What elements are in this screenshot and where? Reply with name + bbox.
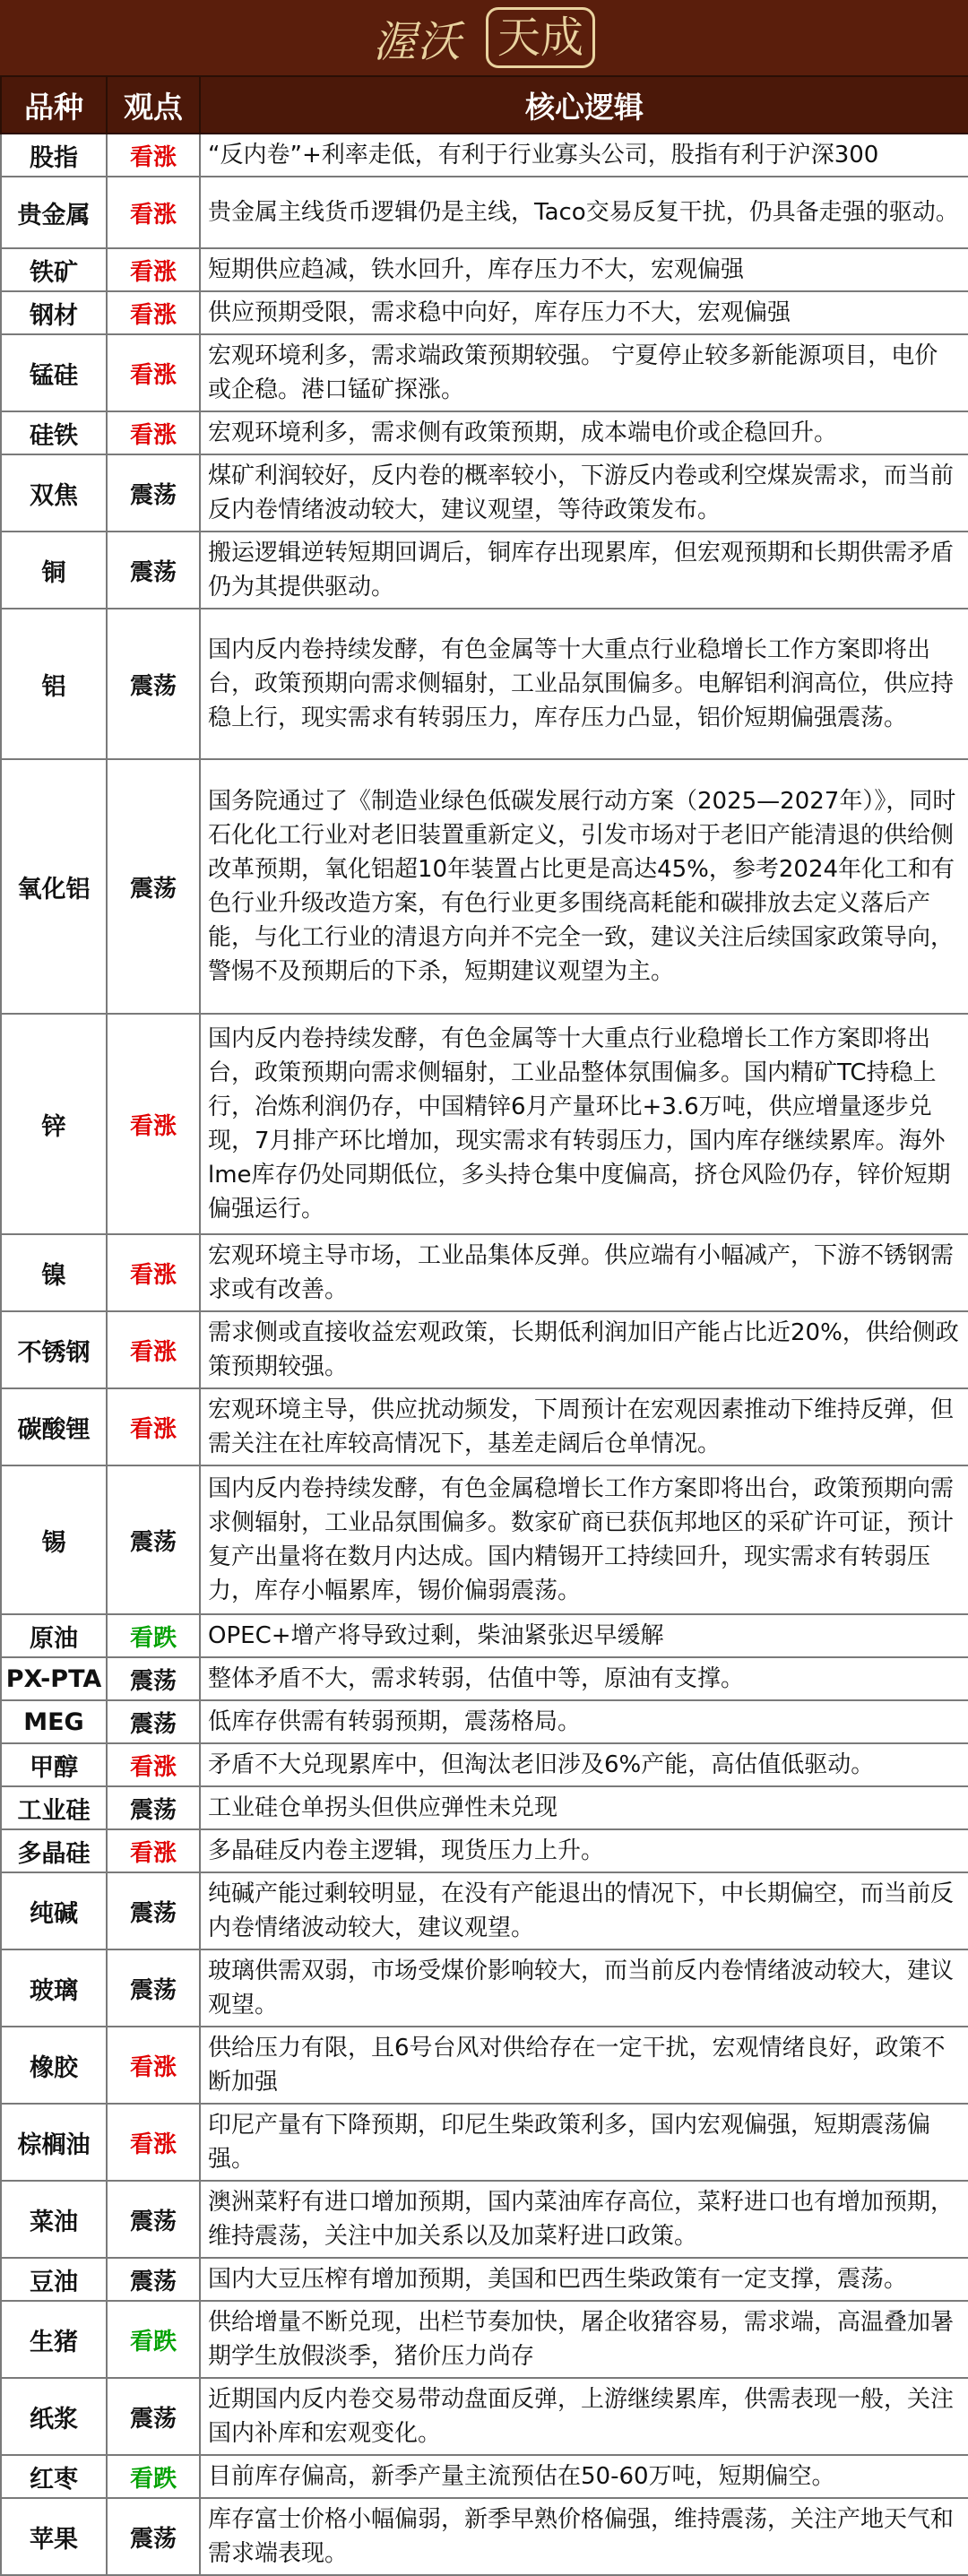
table-row xyxy=(1,1234,968,1311)
view-badge: 震荡 xyxy=(107,454,200,532)
view-badge: 震荡 xyxy=(107,1949,200,2027)
core-logic-text: 国内反内卷持续发酵，有色金属稳增长工作方案即将出台，政策预期向需求侧辐射，工业品氛围偏多。数家矿商已获佤邦地区的采矿许可证，预计复产出量将在数月内达成。国内精锡开工持续回升，现实需求有转弱压力，库存小幅累库，锡价偏弱震荡。 xyxy=(200,1465,968,1614)
core-logic-text: 国内反内卷持续发酵，有色金属等十大重点行业稳增长工作方案即将出台，政策预期向需求侧辐射，工业品氛围偏多。电解铝利润高位，供应持稳上行，现实需求有转弱压力，库存压力凸显，铝价短期偏强震荡。 xyxy=(200,609,968,759)
variety-name: 锰硅 xyxy=(1,334,107,411)
view-badge: 震荡 xyxy=(107,1872,200,1949)
table-row xyxy=(1,134,968,177)
view-badge: 看涨 xyxy=(107,1311,200,1388)
variety-name: 工业硅 xyxy=(1,1786,107,1829)
table-row xyxy=(1,1786,968,1829)
table-row xyxy=(1,1829,968,1872)
core-logic-text: OPEC+增产将导致过剩，柴油紧张迟早缓解 xyxy=(200,1614,968,1657)
variety-name: 铜 xyxy=(1,532,107,609)
core-logic-text: 供给增量不断兑现，出栏节奏加快，屠企收猪容易，需求端，高温叠加暑期学生放假淡季，猪价压力尚存 xyxy=(200,2301,968,2378)
column-header-logic: 核心逻辑 xyxy=(200,76,968,134)
core-logic-text: 印尼产量有下降预期，印尼生柴政策利多，国内宏观偏强，短期震荡偏强。 xyxy=(200,2104,968,2181)
core-logic-text: 低库存供需有转弱预期，震荡格局。 xyxy=(200,1700,968,1743)
core-logic-text: 整体矛盾不大，需求转弱，估值中等，原油有支撑。 xyxy=(200,1657,968,1700)
variety-name: 生猪 xyxy=(1,2301,107,2378)
column-header-view: 观点 xyxy=(107,76,200,134)
view-badge: 震荡 xyxy=(107,1786,200,1829)
core-logic-text: 工业硅仓单拐头但供应弹性未兑现 xyxy=(200,1786,968,1829)
view-badge: 看涨 xyxy=(107,334,200,411)
variety-name: MEG xyxy=(1,1700,107,1743)
variety-name: 红枣 xyxy=(1,2455,107,2498)
core-logic-text: 多晶硅反内卷主逻辑，现货压力上升。 xyxy=(200,1829,968,1872)
table-row xyxy=(1,248,968,291)
core-logic-text: 国内反内卷持续发酵，有色金属等十大重点行业稳增长工作方案即将出台，政策预期向需求侧辐射，工业品整体氛围偏多。国内精矿TC持稳上行，冶炼利润仍存，中国精锌6月产量环比+3.6万吨，供应增量逐步兑现，7月排产环比增加，现实需求有转弱压力，国内库存继续累库。海外lme库存仍处同期低位，多头持仓集中度偏高，挤仓风险仍存，锌价短期偏强运行。 xyxy=(200,1014,968,1234)
variety-name: 纸浆 xyxy=(1,2378,107,2455)
futures-outlook-table xyxy=(0,75,968,2576)
core-logic-text: 目前库存偏高，新季产量主流预估在50-60万吨，短期偏空。 xyxy=(200,2455,968,2498)
variety-name: 股指 xyxy=(1,134,107,177)
table-row xyxy=(1,1014,968,1234)
brand-logo xyxy=(373,7,595,69)
view-badge: 震荡 xyxy=(107,532,200,609)
table-row xyxy=(1,1657,968,1700)
core-logic-text: 矛盾不大兑现累库中，但淘汰老旧涉及6%产能，高估值低驱动。 xyxy=(200,1743,968,1786)
core-logic-text: 供应预期受限，需求稳中向好，库存压力不大，宏观偏强 xyxy=(200,291,968,334)
variety-name: 不锈钢 xyxy=(1,1311,107,1388)
core-logic-text: 供给压力有限，且6号台风对供给存在一定干扰，宏观情绪良好，政策不断加强 xyxy=(200,2027,968,2104)
view-badge: 震荡 xyxy=(107,2378,200,2455)
variety-name: 双焦 xyxy=(1,454,107,532)
table-row xyxy=(1,532,968,609)
table-row xyxy=(1,291,968,334)
header-banner xyxy=(0,0,968,75)
core-logic-text: 国务院通过了《制造业绿色低碳发展行动方案（2025—2027年）》，同时石化化工行业对老旧装置重新定义，引发市场对于老旧产能清退的供给侧改革预期，氧化铝超10年装置占比更是高达45%，参考2024年化工和有色行业升级改造方案，有色行业更多围绕高耗能和碳排放去定义落后产能，与化工行业的清退方向并不完全一致，建议关注后续国家政策导向，警惕不及预期后的下杀，短期建议观望为主。 xyxy=(200,759,968,1014)
core-logic-text: 国内大豆压榨有增加预期，美国和巴西生柴政策有一定支撑，震荡。 xyxy=(200,2258,968,2301)
core-logic-text: 搬运逻辑逆转短期回调后，铜库存出现累库，但宏观预期和长期供需矛盾仍为其提供驱动。 xyxy=(200,532,968,609)
table-row xyxy=(1,334,968,411)
variety-name: 铁矿 xyxy=(1,248,107,291)
variety-name: 橡胶 xyxy=(1,2027,107,2104)
core-logic-text: 近期国内反内卷交易带动盘面反弹，上游继续累库，供需表现一般，关注国内补库和宏观变化。 xyxy=(200,2378,968,2455)
core-logic-text: 短期供应趋减，铁水回升，库存压力不大，宏观偏强 xyxy=(200,248,968,291)
view-badge: 看涨 xyxy=(107,2027,200,2104)
table-row xyxy=(1,2258,968,2301)
core-logic-text: 宏观环境利多，需求侧有政策预期，成本端电价或企稳回升。 xyxy=(200,411,968,454)
core-logic-text: 纯碱产能过剩较明显，在没有产能退出的情况下，中长期偏空，而当前反内卷情绪波动较大，建议观望。 xyxy=(200,1872,968,1949)
table-row xyxy=(1,411,968,454)
view-badge: 震荡 xyxy=(107,2181,200,2258)
table-row xyxy=(1,2455,968,2498)
variety-name: 纯碱 xyxy=(1,1872,107,1949)
view-badge: 震荡 xyxy=(107,1700,200,1743)
core-logic-text: 煤矿利润较好，反内卷的概率较小，下游反内卷或利空煤炭需求，而当前反内卷情绪波动较大，建议观望，等待政策发布。 xyxy=(200,454,968,532)
table-row xyxy=(1,454,968,532)
table-row xyxy=(1,1700,968,1743)
table-row xyxy=(1,1388,968,1465)
table-row xyxy=(1,2378,968,2455)
view-badge: 震荡 xyxy=(107,1657,200,1700)
view-badge: 震荡 xyxy=(107,2258,200,2301)
view-badge: 看涨 xyxy=(107,1234,200,1311)
table-row xyxy=(1,609,968,759)
table-row xyxy=(1,2181,968,2258)
view-badge: 看涨 xyxy=(107,134,200,177)
table-row xyxy=(1,2027,968,2104)
core-logic-text: 宏观环境主导市场，工业品集体反弹。供应端有小幅减产，下游不锈钢需求或有改善。 xyxy=(200,1234,968,1311)
view-badge: 看涨 xyxy=(107,291,200,334)
logo-script-text: 渥沃 xyxy=(372,16,462,67)
core-logic-text: 玻璃供需双弱，市场受煤价影响较大，而当前反内卷情绪波动较大，建议观望。 xyxy=(200,1949,968,2027)
variety-name: 甲醇 xyxy=(1,1743,107,1786)
core-logic-text: 库存富士价格小幅偏弱，新季早熟价格偏强，维持震荡，关注产地天气和需求端表现。 xyxy=(200,2498,968,2575)
view-badge: 看涨 xyxy=(107,1014,200,1234)
table-row xyxy=(1,1614,968,1657)
variety-name: 镍 xyxy=(1,1234,107,1311)
view-badge: 看跌 xyxy=(107,2301,200,2378)
variety-name: 硅铁 xyxy=(1,411,107,454)
table-row xyxy=(1,1311,968,1388)
variety-name: 棕榈油 xyxy=(1,2104,107,2181)
view-badge: 看涨 xyxy=(107,177,200,248)
view-badge: 震荡 xyxy=(107,2498,200,2575)
table-row xyxy=(1,2498,968,2575)
view-badge: 看跌 xyxy=(107,2455,200,2498)
table-row xyxy=(1,1949,968,2027)
variety-name: 氧化铝 xyxy=(1,759,107,1014)
table-row xyxy=(1,1465,968,1614)
table-row xyxy=(1,1743,968,1786)
view-badge: 震荡 xyxy=(107,609,200,759)
variety-name: 多晶硅 xyxy=(1,1829,107,1872)
variety-name: 钢材 xyxy=(1,291,107,334)
variety-name: 铝 xyxy=(1,609,107,759)
core-logic-text: 澳洲菜籽有进口增加预期，国内菜油库存高位，菜籽进口也有增加预期，维持震荡，关注中加关系以及加菜籽进口政策。 xyxy=(200,2181,968,2258)
table-header-row xyxy=(1,76,968,134)
view-badge: 看涨 xyxy=(107,248,200,291)
table-row xyxy=(1,2301,968,2378)
table-row xyxy=(1,759,968,1014)
variety-name: 贵金属 xyxy=(1,177,107,248)
core-logic-text: 贵金属主线货币逻辑仍是主线，Taco交易反复干扰，仍具备走强的驱动。 xyxy=(200,177,968,248)
variety-name: 原油 xyxy=(1,1614,107,1657)
table-row xyxy=(1,2104,968,2181)
variety-name: 苹果 xyxy=(1,2498,107,2575)
core-logic-text: “反内卷”+利率走低，有利于行业寡头公司，股指有利于沪深300 xyxy=(200,134,968,177)
variety-name: PX-PTA xyxy=(1,1657,107,1700)
variety-name: 菜油 xyxy=(1,2181,107,2258)
variety-name: 锌 xyxy=(1,1014,107,1234)
view-badge: 看涨 xyxy=(107,1743,200,1786)
core-logic-text: 需求侧或直接收益宏观政策，长期低利润加旧产能占比近20%，供给侧政策预期较强。 xyxy=(200,1311,968,1388)
view-badge: 震荡 xyxy=(107,759,200,1014)
view-badge: 看涨 xyxy=(107,2104,200,2181)
column-header-variety: 品种 xyxy=(1,76,107,134)
variety-name: 锡 xyxy=(1,1465,107,1614)
variety-name: 碳酸锂 xyxy=(1,1388,107,1465)
core-logic-text: 宏观环境主导，供应扰动频发，下周预计在宏观因素推动下维持反弹，但需关注在社库较高情况下，基差走阔后仓单情况。 xyxy=(200,1388,968,1465)
table-row xyxy=(1,1872,968,1949)
view-badge: 看涨 xyxy=(107,1829,200,1872)
view-badge: 看跌 xyxy=(107,1614,200,1657)
variety-name: 豆油 xyxy=(1,2258,107,2301)
view-badge: 看涨 xyxy=(107,411,200,454)
logo-seal-text: 天成 xyxy=(486,7,595,68)
view-badge: 震荡 xyxy=(107,1465,200,1614)
table-row xyxy=(1,177,968,248)
variety-name: 玻璃 xyxy=(1,1949,107,2027)
view-badge: 看涨 xyxy=(107,1388,200,1465)
table-body xyxy=(1,134,968,2575)
core-logic-text: 宏观环境利多，需求端政策预期较强。 宁夏停止较多新能源项目，电价或企稳。港口锰矿探涨。 xyxy=(200,334,968,411)
